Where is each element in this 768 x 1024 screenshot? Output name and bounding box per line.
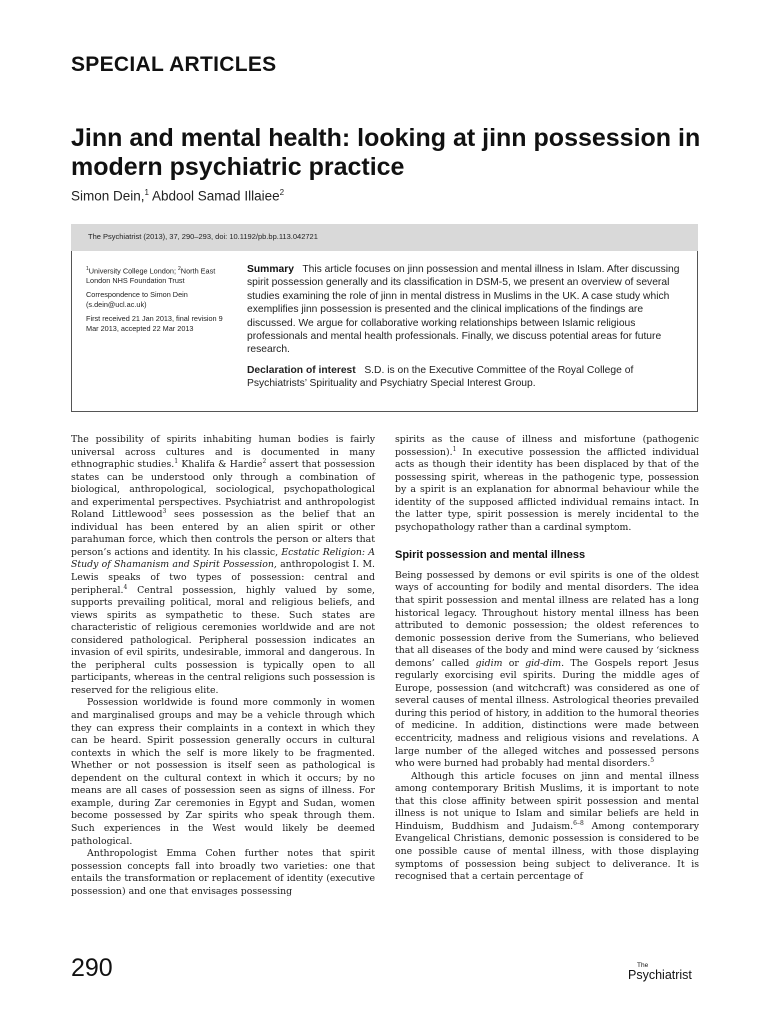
received-dates: First received 21 Jan 2013, final revision 9 Mar 2013, accepted 22 Mar 2013 <box>86 314 223 334</box>
journal-logo-the: The <box>637 962 649 969</box>
journal-logo-name: Psychiatrist <box>628 968 692 982</box>
summary-label: Summary <box>247 264 294 275</box>
article-title: Jinn and mental health: looking at jinn possession in modern psychiatric practice <box>71 124 701 181</box>
body-paragraph: Although this article focuses on jinn and mental illness among contemporary British Muslims, it is important to note that this close affinity between spirit possession and mental illness is not unique to Islam and similar beliefs are held in Hinduism, Buddhism and Judaism.$^{6-8}$ Among contemporary Evangelical Christians, demonic possession is considered to be one possible cause of mental illness, with those displaying symptoms of possession being subject to deliverance. It is recognised that a certain percentage of <box>395 770 699 883</box>
body-paragraph: Being possessed by demons or evil spirits is one of the oldest ways of accounting for bodily and mental disorders. The idea that spirit possession and mental illness are related has a long historical legacy. Throughout history mental illness has been attributed to demonic possession; the oldest references to demonic possession derive from the Sumerians, who believed that all diseases of the body and mind were caused by ‘sickness demons’ called gidim or gid-dim. The Gospels report Jesus regularly exorcising evil spirits. During the middle ages of Europe, possession (and witchcraft) was considered as one of several causes of mental illness. Astrological theories prevailed during this period of history, in addition to the humoral theories of medicine. In addition, distinctions were made between eccentricity, madness and religious visions and revelations. A large number of the alleged witches and possessed persons who were burned had probably had mental disorders.$^5$ <box>395 569 699 770</box>
journal-logo <box>628 962 700 984</box>
body-paragraph: The possibility of spirits inhabiting human bodies is fairly universal across cultures and is documented in many ethnographic studies.$^1$ Khalifa & Hardie$^2$ assert that possession states can be understood only through a combination of biological, anthropological, sociological, psychopathological and experimental perspectives. Psychiatrist and anthropologist Roland Littlewood$^3$ sees possession as the belief that an individual has been entered by an alien spirit or other parahuman force, which then controls the person or alters that person’s actions and identity. In his classic, Ecstatic Religion: A Study of Shamanism and Spirit Possession, anthropologist I. M. Lewis speaks of two types of possession: central and peripheral.$^4$ Central possession, highly valued by some, supports prevailing political, moral and religious beliefs, and views spirits as sympathetic to these. Such states are characteristic of religious ceremonies worldwide and are not considered pathological. Peripheral possession indicates an invasion of evil spirits, undesirable, immoral and dangerous. In the peripheral cults possession is typically open to all participants, whereas in the central religions such possession is reserved for the religious elite. <box>71 434 376 696</box>
body-paragraph: Possession worldwide is found more commonly in women and marginalised groups and may be a vehicle through which they can express their complaints in a context in which they can be heard. Spirit possession generally occurs in cultural contexts in which the self is more likely to be fragmented. Whether or not possession is itself seen as pathological is dependent on the cultural context in which it occurs; by no means are all cases of possession seen as signs of illness. For example, during Zar ceremonies in Egypt and Sudan, women become possessed by Zar spirits who speak through them. Such experiences in the West would likely be deemed pathological. <box>71 697 375 847</box>
body-column-left <box>71 434 375 898</box>
section-heading: Spirit possession and mental illness <box>395 549 586 562</box>
correspondence[interactable]: Correspondence to Simon Dein (s.dein@ucl.ac.uk) <box>86 290 188 310</box>
reference-marker[interactable]: 5 <box>650 757 655 765</box>
author-name[interactable]: Abdool Samad Illaiee <box>149 188 280 204</box>
citation-text: The Psychiatrist (2013), 37, 290–293, doi: 10.1192/pb.bp.113.042721 <box>88 232 318 241</box>
reference-marker[interactable]: 4 <box>123 583 128 591</box>
citation-bar <box>71 224 698 251</box>
section-label: SPECIAL ARTICLES <box>71 53 277 76</box>
page-number: 290 <box>71 954 113 982</box>
reference-marker[interactable]: 1 <box>452 445 457 453</box>
declaration-label: Declaration of interest <box>247 365 356 376</box>
author-list <box>71 188 284 204</box>
affiliation-marker: 2 <box>279 188 285 197</box>
body-column-right <box>395 434 699 884</box>
abstract-summary <box>247 263 687 357</box>
author-name[interactable]: Simon Dein, <box>71 188 145 204</box>
declaration-of-interest <box>247 364 687 391</box>
summary-text: This article focuses on jinn possession and mental illness in Islam. After discussing spirit possession generally and its classification in DSM-5, we present an overview of several studies examining the role of jinn in mental distress in Muslims in the UK. A case study which exemplifies jinn possession is presented and the clinical implications of the findings are discussed. We argue for collaborative working relationships between Islamic religious professionals and mental health professionals. Finally, we discuss potential areas for future research. <box>247 264 680 356</box>
declaration-text: S.D. is on the Executive Committee of the Royal College of Psychiatrists’ Spirituality and Psychiatry Special Interest Group. <box>247 365 634 390</box>
reference-marker[interactable]: 1 <box>174 457 179 465</box>
affiliations <box>86 264 236 338</box>
body-paragraph: spirits as the cause of illness and misfortune (pathogenic possession).$^1$ In executive possession the afflicted individual acts as though their identity has been displaced by that of the possessing spirit, whereas in the pathogenic type, possession by a spirit is an explanation for abnormal behaviour while the identity of the supposed afflicted individual remains intact. In the latter type, spirit possession is merely incidental to the psychopathology rather than a cardinal symptom. <box>395 434 699 533</box>
reference-marker[interactable]: 3 <box>162 508 167 516</box>
body-paragraph: Anthropologist Emma Cohen further notes that spirit possession concepts fall into broadly two varieties: one that entails the transformation or replacement of identity (executive possession) and one that envisages possessing <box>71 848 375 897</box>
affiliation-line: $^1$University College London; $^2$North East London NHS Foundation Trust <box>86 266 216 286</box>
reference-marker[interactable]: 2 <box>262 457 267 465</box>
reference-marker[interactable]: 6–8 <box>573 819 584 827</box>
affiliation-marker: 1 <box>144 188 149 197</box>
